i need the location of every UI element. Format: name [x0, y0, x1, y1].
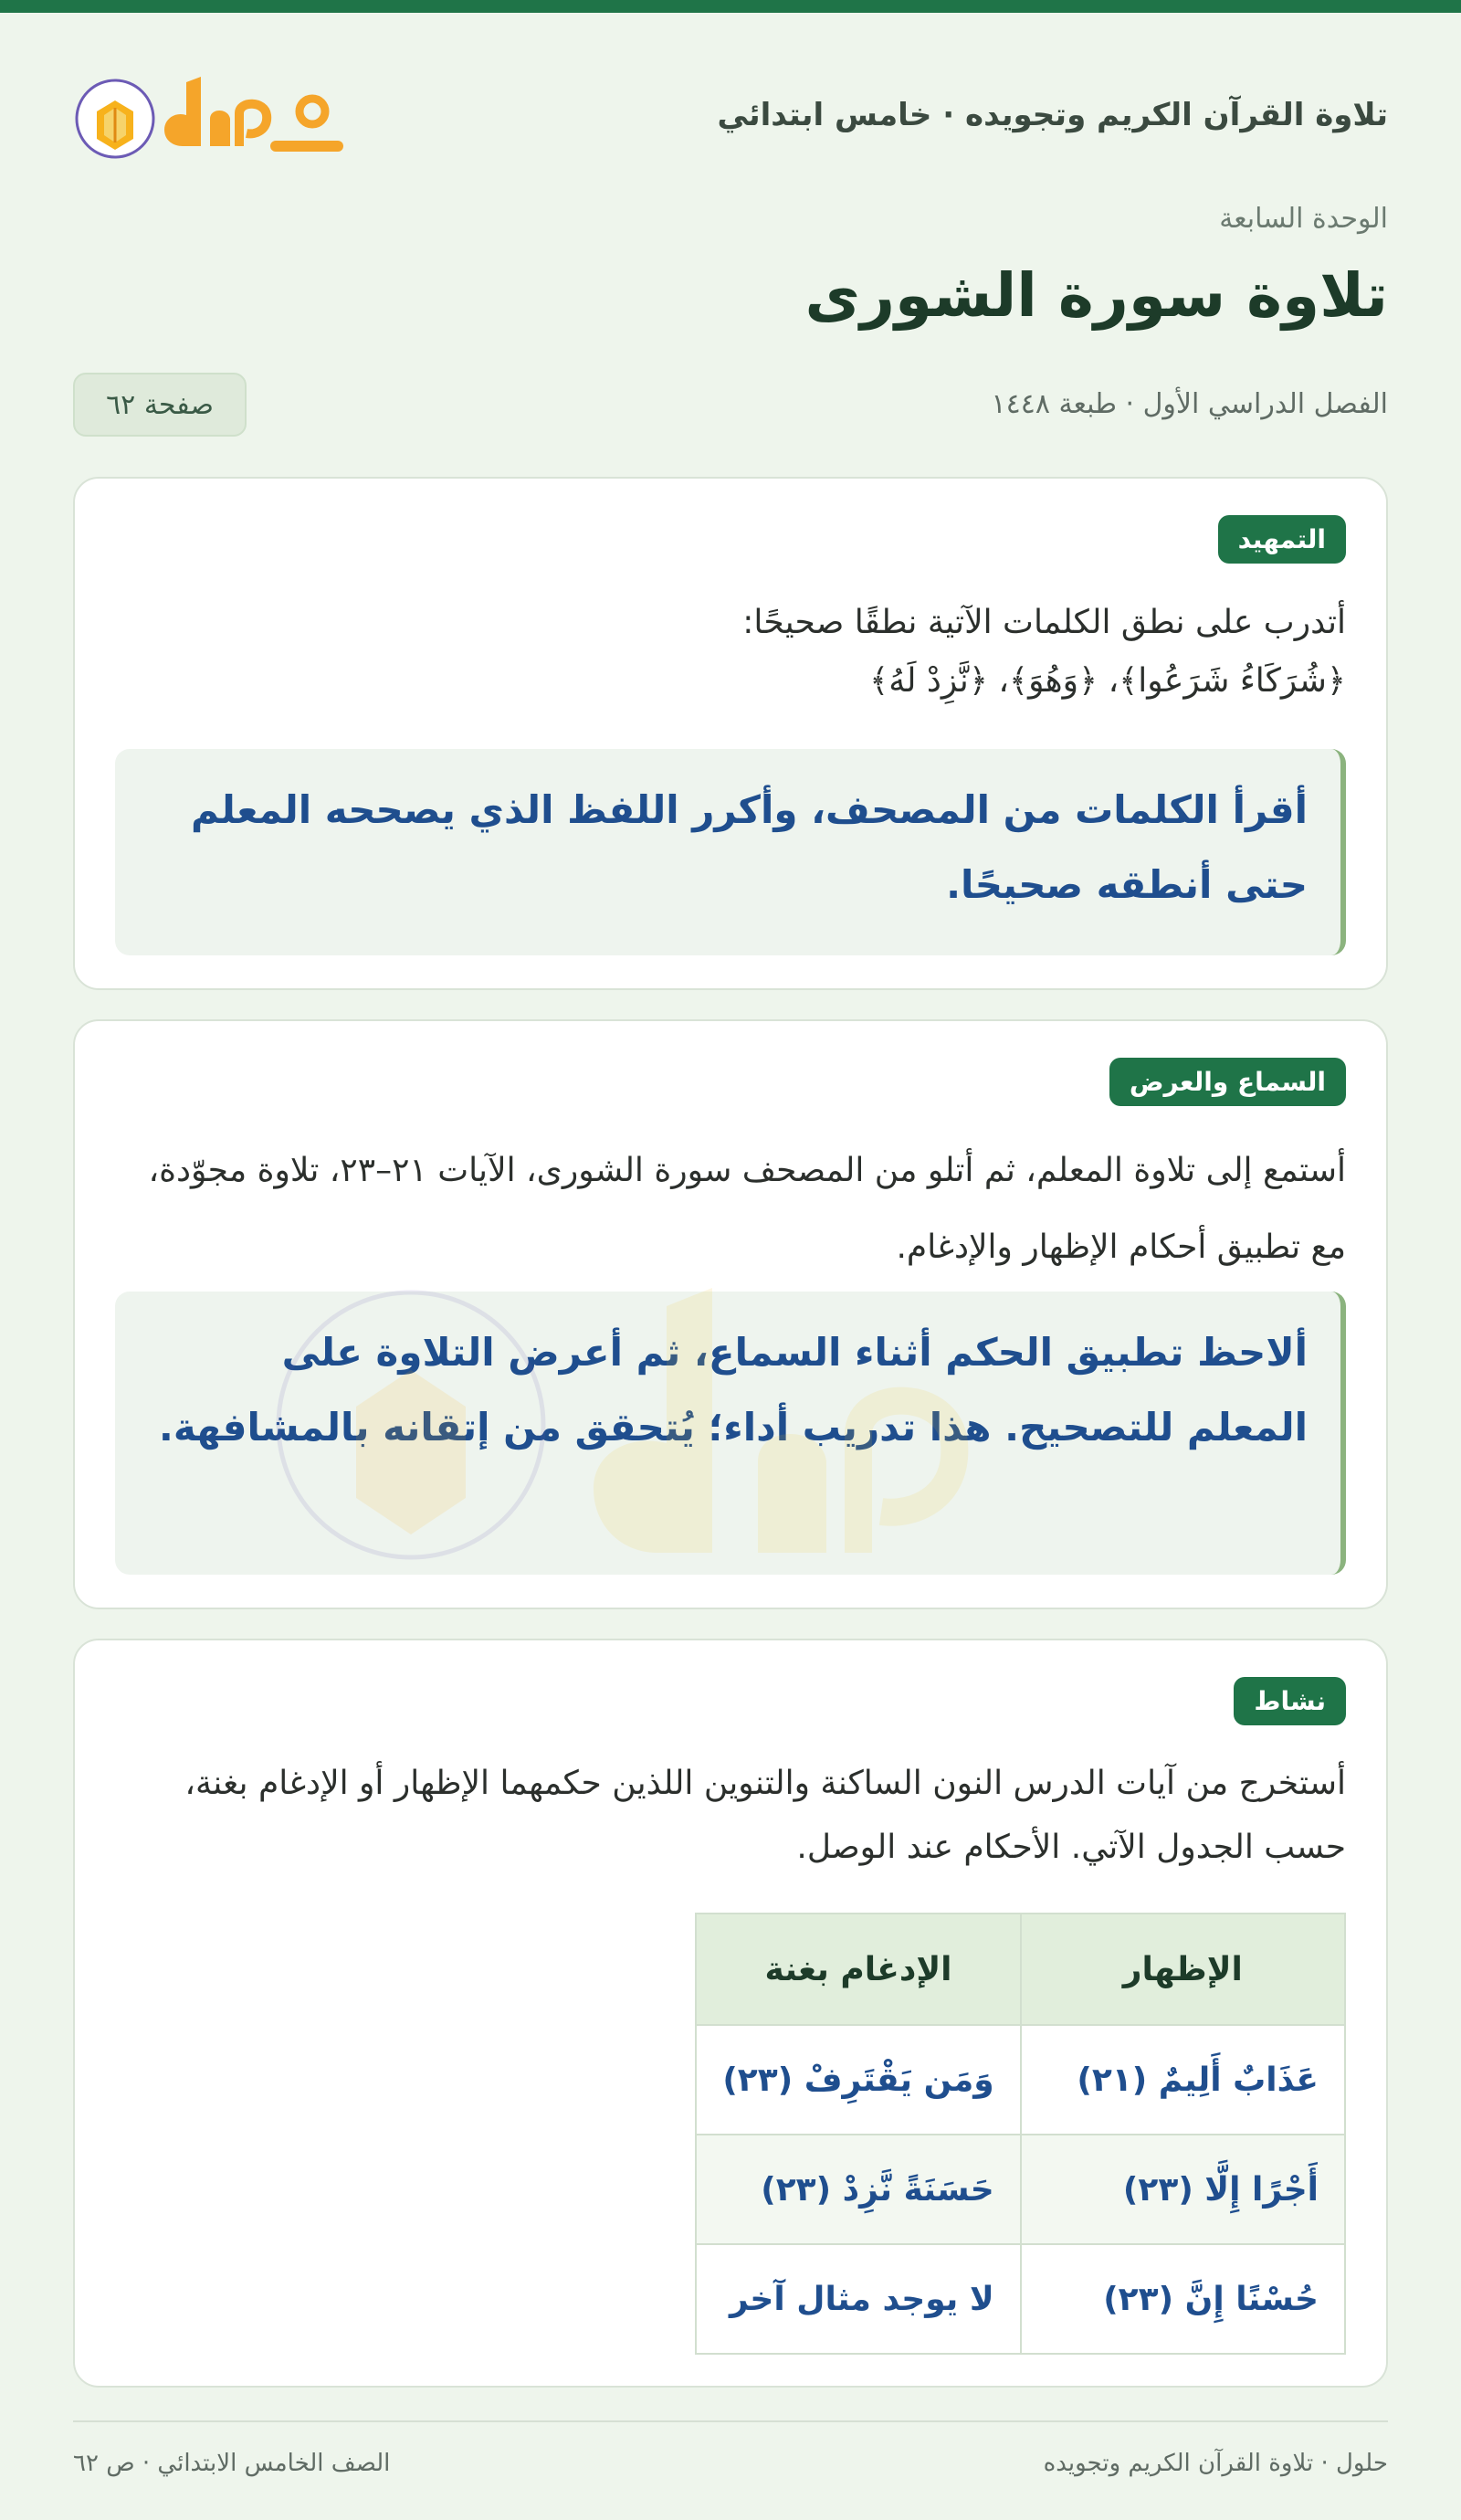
- section-tag: نشاط: [1234, 1677, 1346, 1725]
- table-cell: حَسَنَةً نَّزِدْ (٢٣): [696, 2135, 1020, 2244]
- footer-divider: [73, 2420, 1388, 2422]
- section-tag: السماع والعرض: [1109, 1058, 1346, 1106]
- page-number-badge: صفحة ٦٢: [73, 373, 247, 437]
- page-header: [73, 64, 1388, 174]
- rules-table: [695, 1913, 1346, 2355]
- page-title: تلاوة سورة الشورى: [804, 260, 1388, 331]
- listening-card: [73, 1019, 1388, 1609]
- footer-grade-page: الصف الخامس الابتدائي · ص ٦٢: [73, 2450, 391, 2477]
- table-row: [696, 2135, 1345, 2244]
- table-row: [696, 2244, 1345, 2354]
- listening-note: ألاحظ تطبيق الحكم أثناء السماع، ثم أعرض التلاوة على المعلم للتصحيح. هذا تدريب أداء؛ يُتحقق من إتقانه بالمشافهة.: [115, 1292, 1346, 1575]
- semester-meta: الفصل الدراسي الأول · طبعة ١٤٤٨: [991, 388, 1388, 420]
- activity-instruction: أستخرج من آيات الدرس النون الساكنة والتنوين اللذين حكمهما الإظهار أو الإدغام بغنة، حسب الجدول الآتي. الأحكام عند الوصل.: [184, 1765, 1346, 1866]
- table-cell: أَجْرًا إِلَّا (٢٣): [1021, 2135, 1345, 2244]
- table-cell: عَذَابٌ أَلِيمٌ (٢١): [1021, 2025, 1345, 2135]
- intro-note: أقرأ الكلمات من المصحف، وأكرر اللفظ الذي يصححه المعلم حتى أنطقه صحيحًا.: [115, 749, 1346, 955]
- column-header: الإظهار: [1021, 1914, 1345, 2025]
- table-header-row: [696, 1914, 1345, 2025]
- table-cell: وَمَن يَقْتَرِفْ (٢٣): [696, 2025, 1020, 2135]
- hulul-logo: [73, 64, 347, 174]
- footer-source: حلول · تلاوة القرآن الكريم وتجويده: [1043, 2450, 1388, 2477]
- section-tag: التمهيد: [1218, 515, 1346, 564]
- intro-words: ﴿شُرَكَاءُ شَرَعُوا﴾، ﴿وَهُوَ﴾، ﴿نَّزِدْ لَهُ﴾: [869, 662, 1346, 700]
- top-accent-bar: [0, 0, 1461, 13]
- intro-card: [73, 477, 1388, 990]
- intro-line: أتدرب على نطق الكلمات الآتية نطقًا صحيحًا:: [742, 604, 1346, 641]
- table-cell: لا يوجد مثال آخر: [696, 2244, 1020, 2354]
- unit-label: الوحدة السابعة: [1219, 203, 1388, 235]
- table-cell: حُسْنًا إِنَّ (٢٣): [1021, 2244, 1345, 2354]
- listening-instruction: أستمع إلى تلاوة المعلم، ثم أتلو من المصحف سورة الشورى، الآيات ٢١–٢٣، تلاوة مجوّدة، مع تطبيق أحكام الإظهار والإدغام.: [148, 1152, 1346, 1266]
- intro-instruction: [115, 594, 1346, 711]
- header-title: تلاوة القرآن الكريم وتجويده · خامس ابتدائي: [717, 97, 1388, 133]
- table-row: [696, 2025, 1345, 2135]
- activity-card: [73, 1639, 1388, 2388]
- column-header: الإدغام بغنة: [696, 1914, 1020, 2025]
